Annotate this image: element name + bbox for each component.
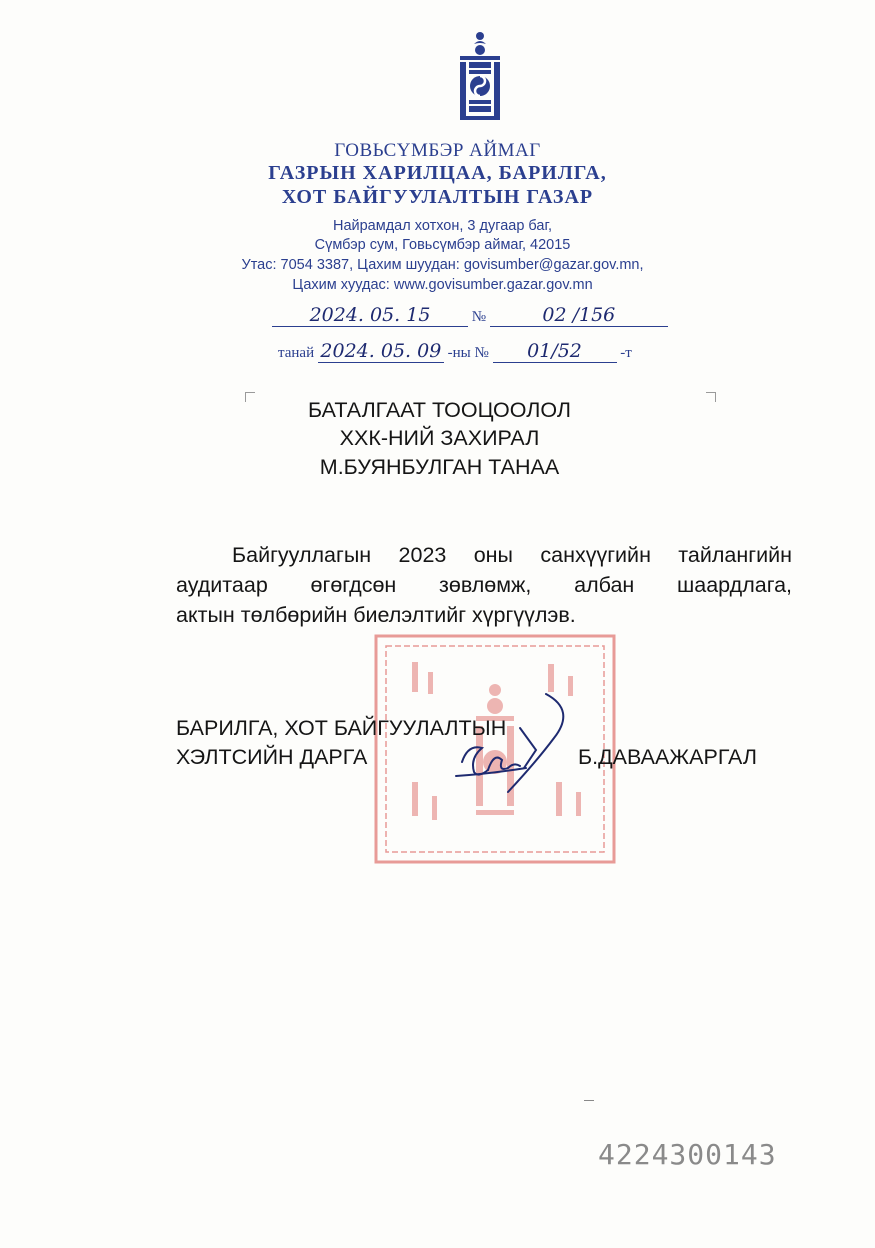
aimag-name: ГОВЬСҮМБЭР АЙМАГ — [334, 140, 541, 161]
outgoing-date: 2024. 05. 15 — [272, 304, 468, 327]
contact-website: Цахим хуудас: www.govisumber.gazar.gov.mn — [292, 277, 593, 293]
soyombo-emblem-icon — [452, 30, 508, 122]
department-name-line2: ХОТ БАЙГУУЛАЛТЫН ГАЗАР — [281, 186, 594, 208]
contact-address-line1: Найрамдал хотхон, 3 дугаар баг, — [332, 218, 552, 234]
body-line: Байгууллагын 2023 оны санхүүгийн тайлангийн — [232, 543, 792, 567]
signer-name: Б.ДАВААЖАРГАЛ — [578, 745, 757, 769]
signer-title-line2: ХЭЛТСИЙН ДАРГА — [176, 745, 368, 769]
handwritten-signature-icon — [448, 688, 588, 798]
letter-body — [176, 540, 792, 630]
recipient-line3: М.БУЯНБУЛГАН ТАНАА — [319, 455, 560, 479]
recipient-line2: ХХК-НИЙ ЗАХИРАЛ — [339, 426, 540, 450]
incoming-reference — [278, 340, 632, 363]
recipient-line1: БАТАЛГААТ ТООЦООЛОЛ — [308, 398, 571, 422]
reply-prefix: танай — [278, 345, 315, 361]
reply-suffix: -т — [620, 345, 632, 361]
outgoing-number: 02 /156 — [490, 304, 668, 327]
outgoing-reference — [272, 304, 668, 327]
body-line: актын төлбөрийн биелэлтийг хүргүүлэв. — [176, 603, 576, 627]
document-serial-number: 4224300143 — [598, 1138, 777, 1171]
body-line: аудитаар өгөгдсөн зөвлөмж, албан шаардлага, — [176, 573, 792, 597]
number-label: № — [471, 309, 487, 325]
contact-address-line2: Сүмбэр сум, Говьсүмбэр аймаг, 42015 — [314, 237, 571, 253]
signer-title-line1: БАРИЛГА, ХОТ БАЙГУУЛАЛТЫН — [176, 716, 507, 740]
incoming-number: 01/52 — [493, 340, 617, 363]
incoming-date: 2024. 05. 09 — [318, 340, 444, 363]
department-name-line1: ГАЗРЫН ХАРИЛЦАА, БАРИЛГА, — [268, 162, 607, 184]
reply-mid-label: -ны № — [447, 345, 489, 361]
contact-phone-email: Утас: 7054 3387, Цахим шуудан: govisumber@gazar.gov.mn, — [241, 257, 644, 273]
page-mark — [584, 1100, 594, 1101]
